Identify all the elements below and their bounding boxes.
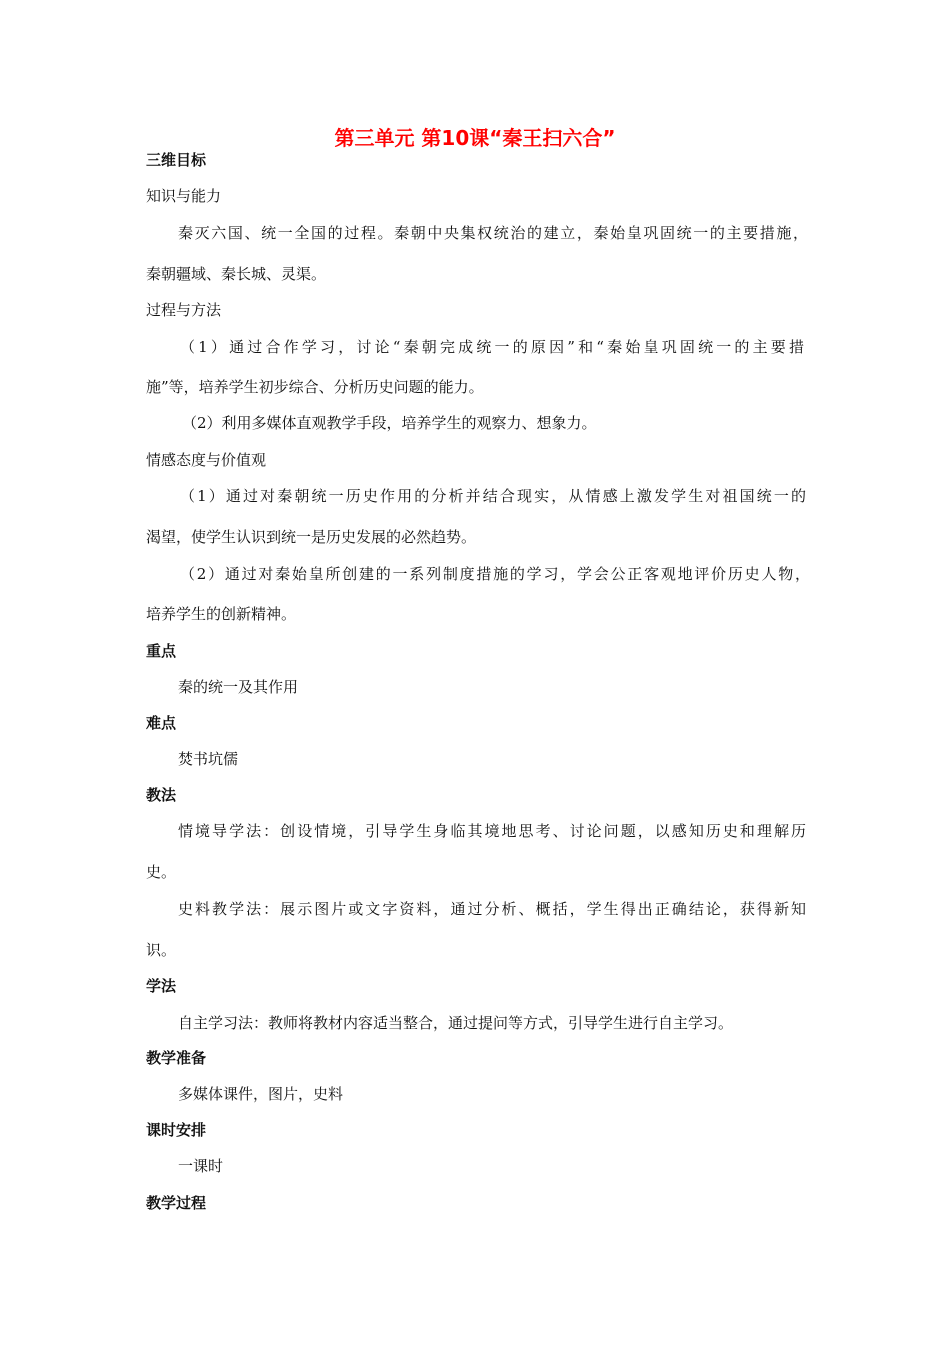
paragraph-schedule: 一课时 [178, 1157, 224, 1175]
paragraph-emotion-item1-line1: （1）通过对秦朝统一历史作用的分析并结合现实，从情感上激发学生对祖国统一的 [180, 487, 806, 505]
section-heading-objectives: 三维目标 [146, 151, 207, 169]
paragraph-preparation: 多媒体课件，图片，史料 [178, 1085, 344, 1103]
paragraph-teaching-method-item2-line1: 史料教学法：展示图片或文字资料，通过分析、概括，学生得出正确结论，获得新知 [178, 900, 806, 918]
paragraph-teaching-method-item1-line1: 情境导学法：创设情境，引导学生身临其境地思考、讨论问题，以感知历史和理解历 [178, 822, 806, 840]
section-heading-teaching-process: 教学过程 [146, 1194, 207, 1212]
paragraph-process-item1-line2: 施”等，培养学生初步综合、分析历史问题的能力。 [146, 378, 484, 396]
section-heading-key-point: 重点 [146, 642, 177, 660]
section-heading-difficulty: 难点 [146, 714, 177, 732]
paragraph-process-item1-line1: （1）通过合作学习，讨论“秦朝完成统一的原因”和“秦始皇巩固统一的主要措 [180, 338, 804, 356]
paragraph-teaching-method-item1-line2: 史。 [146, 863, 177, 881]
subheading-knowledge: 知识与能力 [146, 187, 222, 205]
paragraph-difficulty: 焚书坑儒 [178, 750, 239, 768]
paragraph-emotion-item2-line2: 培养学生的创新精神。 [146, 605, 297, 623]
section-heading-learning-method: 学法 [146, 977, 177, 995]
paragraph-learning-method: 自主学习法：教师将教材内容适当整合，通过提问等方式，引导学生进行自主学习。 [178, 1014, 734, 1032]
paragraph-emotion-item1-line2: 渴望，使学生认识到统一是历史发展的必然趋势。 [146, 528, 477, 546]
paragraph-knowledge-line1: 秦灭六国、统一全国的过程。秦朝中央集权统治的建立，秦始皇巩固统一的主要措施， [178, 224, 808, 242]
paragraph-process-item2: （2）利用多媒体直观教学手段，培养学生的观察力、想象力。 [182, 414, 597, 432]
paragraph-knowledge-line2: 秦朝疆域、秦长城、灵渠。 [146, 265, 327, 283]
page-title: 第三单元 第10课“秦王扫六合” [334, 126, 616, 150]
subheading-emotion: 情感态度与价值观 [146, 451, 267, 469]
section-heading-teaching-method: 教法 [146, 786, 177, 804]
subheading-process: 过程与方法 [146, 301, 222, 319]
section-heading-preparation: 教学准备 [146, 1049, 207, 1067]
paragraph-teaching-method-item2-line2: 识。 [146, 941, 177, 959]
paragraph-emotion-item2-line1: （2）通过对秦始皇所创建的一系列制度措施的学习，学会公正客观地评价历史人物， [180, 565, 810, 583]
section-heading-schedule: 课时安排 [146, 1121, 207, 1139]
paragraph-key-point: 秦的统一及其作用 [178, 678, 299, 696]
